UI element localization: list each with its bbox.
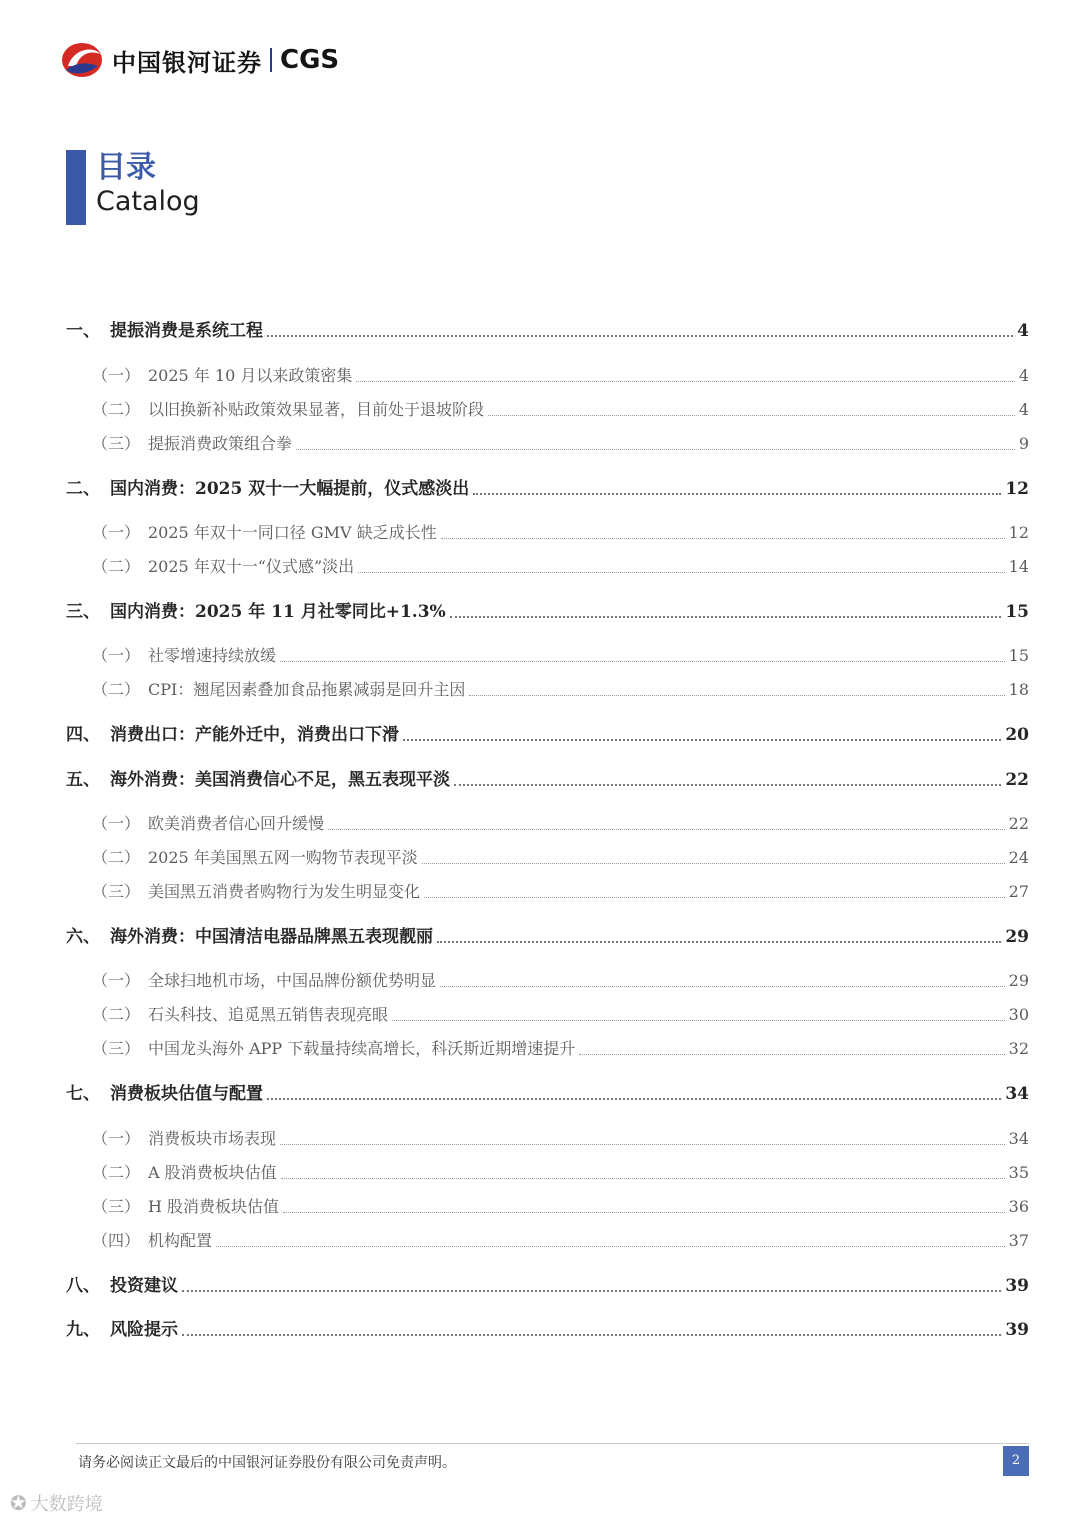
toc-entry-number: （二） <box>92 557 141 576</box>
toc-entry-label: 消费板块市场表现 <box>148 1129 277 1148</box>
toc-entry-page: 39 <box>1005 1276 1029 1296</box>
toc-section-entry[interactable] <box>66 597 1029 627</box>
toc-entry-number: （一） <box>92 1129 141 1148</box>
toc-entry-number: （一） <box>92 814 141 833</box>
toc-subsection-entry[interactable] <box>66 1034 1029 1064</box>
toc-entry-leader <box>424 897 1005 898</box>
watermark-icon: ✪ <box>10 1491 27 1515</box>
toc-entry-page: 22 <box>1005 770 1029 790</box>
toc-entry-page: 15 <box>1005 602 1029 622</box>
toc-entry-label: 风险提示 <box>110 1320 178 1340</box>
toc-subsection-entry[interactable] <box>66 395 1029 425</box>
toc-entry-number: 五、 <box>66 770 100 790</box>
toc-entry-number: （一） <box>92 646 141 665</box>
toc-entry-label: 美国黑五消费者购物行为发生明显变化 <box>148 882 421 901</box>
watermark <box>10 1490 103 1516</box>
toc-entry-page: 9 <box>1018 434 1029 453</box>
toc-entry-leader <box>437 941 1001 943</box>
toc-entry-page: 32 <box>1008 1039 1029 1058</box>
toc-subsection-entry[interactable] <box>66 809 1029 839</box>
toc-entry-number: （一） <box>92 971 141 990</box>
toc-entry-number: （三） <box>92 882 141 901</box>
toc-entry-page: 36 <box>1008 1197 1029 1216</box>
toc-entry-page: 18 <box>1008 680 1029 699</box>
toc-entry-leader <box>440 986 1005 987</box>
toc-entry-number: 一、 <box>66 321 100 341</box>
toc-entry-label: 海外消费：中国清洁电器品牌黑五表现靓丽 <box>110 927 433 947</box>
toc-subsection-entry[interactable] <box>66 1192 1029 1222</box>
toc-entry-label: 国内消费：2025 双十一大幅提前，仪式感淡出 <box>110 479 470 499</box>
toc-entry-page: 30 <box>1008 1005 1029 1024</box>
toc-entry-number: （二） <box>92 1163 141 1182</box>
brand-name-en: CGS <box>280 45 340 75</box>
toc-entry-label: 社零增速持续放缓 <box>148 646 277 665</box>
toc-section-entry[interactable] <box>66 922 1029 952</box>
toc-entry-label: 2025 年双十一同口径 GMV 缺乏成长性 <box>148 523 437 542</box>
toc-entry-leader <box>296 449 1015 450</box>
toc-entry-leader <box>328 829 1005 830</box>
toc-entry-label: 国内消费：2025 年 11 月社零同比+1.3% <box>110 602 446 622</box>
toc-subsection-entry[interactable] <box>66 641 1029 671</box>
toc-section-entry[interactable] <box>66 316 1029 346</box>
toc-subsection-entry[interactable] <box>66 1124 1029 1154</box>
toc-entry-leader <box>356 381 1014 382</box>
toc-entry-label: 欧美消费者信心回升缓慢 <box>148 814 325 833</box>
toc-entry-leader <box>469 695 1004 696</box>
brand-logo <box>60 38 339 82</box>
toc-entry-leader <box>283 1212 1005 1213</box>
toc-entry-leader <box>216 1246 1005 1247</box>
toc-subsection-entry[interactable] <box>66 518 1029 548</box>
toc-entry-label: 海外消费：美国消费信心不足，黑五表现平淡 <box>110 770 450 790</box>
toc-entry-page: 39 <box>1005 1320 1029 1340</box>
toc-entry-page: 27 <box>1008 882 1029 901</box>
toc-entry-label: 提振消费是系统工程 <box>110 321 263 341</box>
cgs-logo-icon <box>60 40 104 80</box>
toc-entry-label: 提振消费政策组合拳 <box>148 434 293 453</box>
toc-entry-leader <box>422 863 1005 864</box>
footer-disclaimer: 请务必阅读正文最后的中国银河证券股份有限公司免责声明。 <box>78 1455 456 1471</box>
toc-entry-number: （一） <box>92 523 141 542</box>
toc-entry-leader <box>392 1020 1005 1021</box>
toc-entry-leader <box>267 1098 1001 1100</box>
toc-entry-page: 34 <box>1005 1084 1029 1104</box>
toc-entry-label: 石头科技、追觅黑五销售表现亮眼 <box>148 1005 389 1024</box>
toc-entry-label: A 股消费板块估值 <box>148 1163 277 1182</box>
brand-name-cn: 中国银河证券 <box>112 48 262 77</box>
toc-subsection-entry[interactable] <box>66 552 1029 582</box>
toc-entry-label: H 股消费板块估值 <box>148 1197 280 1216</box>
toc-subsection-entry[interactable] <box>66 675 1029 705</box>
toc-entry-number: 六、 <box>66 927 100 947</box>
toc-entry-leader <box>358 572 1004 573</box>
toc-section-entry[interactable] <box>66 474 1029 504</box>
toc-entry-label: 2025 年双十一“仪式感”淡出 <box>148 557 355 576</box>
toc-subsection-entry[interactable] <box>66 1158 1029 1188</box>
toc-subsection-entry[interactable] <box>66 877 1029 907</box>
toc-entry-number: （三） <box>92 434 141 453</box>
toc-subsection-entry[interactable] <box>66 1226 1029 1256</box>
toc-entry-number: （二） <box>92 1005 141 1024</box>
brand-separator <box>270 48 272 72</box>
toc-entry-page: 29 <box>1008 971 1029 990</box>
toc-entry-page: 12 <box>1005 479 1029 499</box>
toc-section-entry[interactable] <box>66 765 1029 795</box>
toc-entry-label: 中国龙头海外 APP 下载量持续高增长，科沃斯近期增速提升 <box>148 1039 576 1058</box>
toc-entry-leader <box>281 1178 1005 1179</box>
toc-subsection-entry[interactable] <box>66 429 1029 459</box>
watermark-text: 大数跨境 <box>30 1494 103 1515</box>
toc-entry-label: CPI：翘尾因素叠加食品拖累减弱是回升主因 <box>148 680 466 699</box>
toc-subsection-entry[interactable] <box>66 361 1029 391</box>
toc-entry-label: 2025 年美国黑五网一购物节表现平淡 <box>148 848 418 867</box>
toc-entry-leader <box>267 335 1013 337</box>
toc-entry-leader <box>403 739 1001 741</box>
toc-entry-label: 消费板块估值与配置 <box>110 1084 263 1104</box>
toc-subsection-entry[interactable] <box>66 843 1029 873</box>
toc-subsection-entry[interactable] <box>66 1000 1029 1030</box>
toc-entry-page: 34 <box>1008 1129 1029 1148</box>
toc-entry-leader <box>182 1290 1001 1292</box>
toc-entry-number: 九、 <box>66 1320 100 1340</box>
toc-entry-leader <box>579 1054 1004 1055</box>
toc-entry-page: 15 <box>1008 646 1029 665</box>
toc-entry-leader <box>280 661 1005 662</box>
toc-entry-page: 24 <box>1008 848 1029 867</box>
toc-entry-page: 12 <box>1008 523 1029 542</box>
toc-entry-number: 三、 <box>66 602 100 622</box>
toc-entry-label: 投资建议 <box>110 1276 178 1296</box>
toc-section-entry[interactable] <box>66 720 1029 750</box>
toc-entry-leader <box>450 616 1002 618</box>
toc-entry-label: 机构配置 <box>148 1231 213 1250</box>
toc-entry-label: 消费出口：产能外迁中，消费出口下滑 <box>110 725 399 745</box>
toc-subsection-entry[interactable] <box>66 966 1029 996</box>
toc-entry-number: （二） <box>92 848 141 867</box>
toc-entry-leader <box>488 415 1015 416</box>
toc-entry-label: 全球扫地机市场，中国品牌份额优势明显 <box>148 971 437 990</box>
page-title-cn: 目录 <box>96 150 156 185</box>
toc-entry-leader <box>441 538 1005 539</box>
toc-entry-page: 4 <box>1017 321 1029 341</box>
toc-entry-number: （二） <box>92 400 141 419</box>
toc-entry-page: 4 <box>1018 400 1029 419</box>
toc-section-entry[interactable] <box>66 1079 1029 1109</box>
toc-entry-page: 14 <box>1008 557 1029 576</box>
toc-entry-page: 37 <box>1008 1231 1029 1250</box>
title-accent-bar <box>66 150 86 225</box>
toc-entry-number: 四、 <box>66 725 100 745</box>
toc-entry-label: 以旧换新补贴政策效果显著，目前处于退坡阶段 <box>148 400 485 419</box>
toc-entry-leader <box>182 1334 1001 1336</box>
toc-entry-number: （一） <box>92 366 141 385</box>
page-title-en: Catalog <box>96 186 200 217</box>
toc-entry-page: 4 <box>1018 366 1029 385</box>
toc-entry-number: （三） <box>92 1039 141 1058</box>
toc-entry-number: 二、 <box>66 479 100 499</box>
toc-entry-page: 22 <box>1008 814 1029 833</box>
toc-section-entry[interactable] <box>66 1315 1029 1345</box>
toc-section-entry[interactable] <box>66 1271 1029 1301</box>
toc-entry-number: （四） <box>92 1231 141 1250</box>
toc-entry-label: 2025 年 10 月以来政策密集 <box>148 366 353 385</box>
toc-entry-page: 29 <box>1005 927 1029 947</box>
footer-divider <box>76 1443 1029 1444</box>
toc-entry-page: 35 <box>1008 1163 1029 1182</box>
toc-entry-number: 八、 <box>66 1276 100 1296</box>
toc-entry-leader <box>280 1144 1005 1145</box>
toc-entry-leader <box>473 493 1001 495</box>
page-number: 2 <box>1003 1446 1029 1476</box>
toc-entry-number: 七、 <box>66 1084 100 1104</box>
toc-entry-number: （三） <box>92 1197 141 1216</box>
toc-entry-number: （二） <box>92 680 141 699</box>
toc-entry-page: 20 <box>1005 725 1029 745</box>
toc-entry-leader <box>454 784 1001 786</box>
